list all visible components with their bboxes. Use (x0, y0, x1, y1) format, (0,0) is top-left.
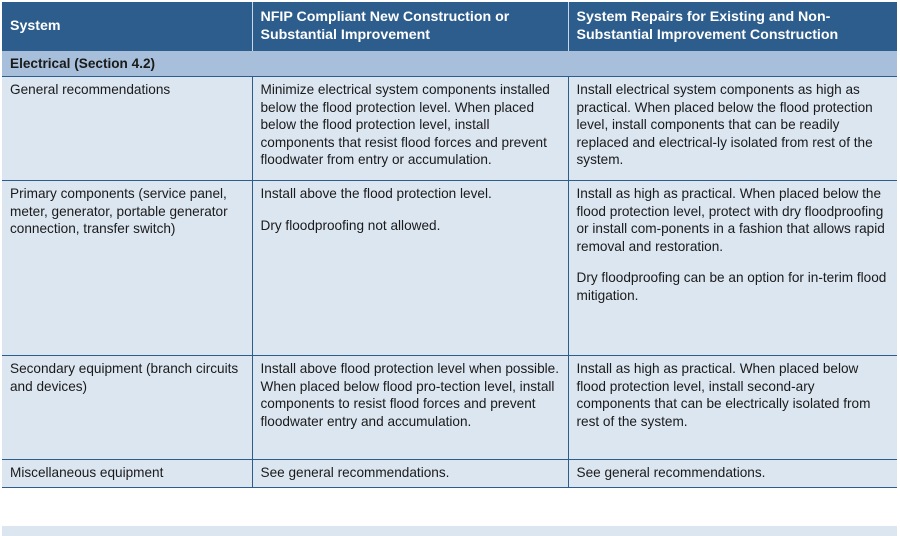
repairs-paragraph: Install electrical system components as high as practical. When placed below the flood protection level, install components that can be readily replaced and electrical-ly isolated from rest of the system. (576, 82, 873, 168)
nfip-cell (252, 356, 568, 460)
repairs-cell (568, 356, 897, 460)
repairs-paragraph: See general recommendations. (576, 465, 766, 481)
system-cell: Miscellaneous equipment (2, 460, 252, 488)
header-system: System (2, 2, 252, 50)
section-title: Electrical (Section 4.2) (2, 50, 897, 77)
table-row (2, 356, 897, 460)
repairs-cell (568, 460, 897, 488)
header-system-repairs: System Repairs for Existing and Non-Substantial Improvement Construction (568, 2, 897, 50)
header-nfip-compliant: NFIP Compliant New Construction or Substantial Improvement (252, 2, 568, 50)
system-cell: Primary components (service panel, meter, generator, portable generator connection, transfer switch) (2, 181, 252, 356)
flood-recommendations-table (2, 2, 897, 488)
system-cell: General recommendations (2, 77, 252, 181)
nfip-cell (252, 77, 568, 181)
repairs-paragraph: Dry floodproofing can be an option for in-terim flood mitigation. (576, 270, 887, 304)
nfip-cell (252, 181, 568, 356)
nfip-paragraph: See general recommendations. (260, 465, 450, 481)
table-continuation-band (2, 526, 897, 536)
section-row (2, 50, 897, 77)
nfip-paragraph: Install above the flood protection level. (260, 186, 492, 202)
nfip-paragraph: Install above flood protection level when possible. When placed below flood pro-tection level, install components to resist flood forces and prevent floodwater entry and accumulation. (260, 361, 559, 429)
repairs-cell (568, 77, 897, 181)
repairs-paragraph: Install as high as practical. When placed below flood protection level, install second-ary components that can be electrically isolated from rest of the system. (576, 361, 871, 429)
table-row (2, 460, 897, 488)
table-row (2, 181, 897, 356)
nfip-paragraph: Minimize electrical system components installed below the flood protection level. When placed below the flood protection level, install components that resist flood forces and prevent floodwater from entry or accumulation. (260, 82, 550, 168)
nfip-cell (252, 460, 568, 488)
nfip-paragraph: Dry floodproofing not allowed. (260, 217, 441, 233)
table-row (2, 77, 897, 181)
system-cell: Secondary equipment (branch circuits and devices) (2, 356, 252, 460)
repairs-cell (568, 181, 897, 356)
table-header-row (2, 2, 897, 50)
repairs-paragraph: Install as high as practical. When placed below the flood protection level, protect with dry floodproofing or install com-ponents in a fashion that allows rapid removal and restoration. (576, 186, 885, 254)
